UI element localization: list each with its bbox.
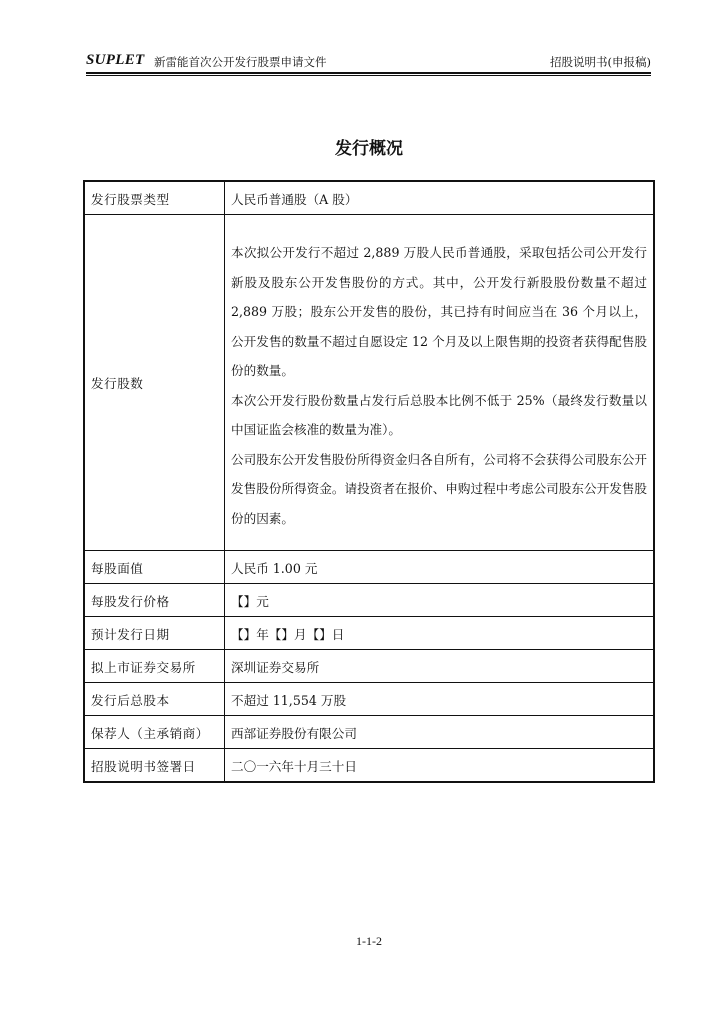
- row-label: 预计发行日期: [84, 617, 225, 650]
- paragraph: 本次公开发行股份数量占发行后总股本比例不低于 25%（最终发行数量以中国证监会核准的数量为准）。: [231, 392, 647, 437]
- offering-summary-table: [83, 180, 655, 783]
- row-label: 发行股数: [84, 215, 225, 551]
- table-row: [84, 181, 654, 215]
- row-value: 深圳证券交易所: [225, 650, 655, 683]
- row-label: 招股说明书签署日: [84, 749, 225, 783]
- row-label: 拟上市证券交易所: [84, 650, 225, 683]
- table-row: [84, 215, 654, 551]
- row-value: 人民币 1.00 元: [225, 551, 655, 584]
- document-type: 招股说明书(申报稿): [550, 55, 651, 69]
- table-row: [84, 551, 654, 584]
- table-row: [84, 716, 654, 749]
- table-row: [84, 584, 654, 617]
- header-rule-thin: [86, 75, 651, 76]
- row-value: 二〇一六年十月三十日: [225, 749, 655, 783]
- paragraph: 本次拟公开发行不超过 2,889 万股人民币普通股，采取包括公司公开发行新股及股东公开发售股份的方式。其中，公开发行新股股份数量不超过 2,889 万股；股东公开发售的股份，其已持有时间应当在 36 个月以上，公开发售的数量不超过自愿设定 12 个月及以上限售期的投资者获得配售股份的数量。: [231, 245, 647, 378]
- page-number: 1-1-2: [356, 934, 382, 948]
- row-value: 【】元: [225, 584, 655, 617]
- row-value: 西部证券股份有限公司: [225, 716, 655, 749]
- table-row: [84, 650, 654, 683]
- row-label: 每股发行价格: [84, 584, 225, 617]
- table-row: [84, 749, 654, 783]
- document-name: 新雷能首次公开发行股票申请文件: [154, 55, 327, 69]
- company-logo: SUPLET: [86, 52, 145, 68]
- table-row: [84, 617, 654, 650]
- row-label: 发行股票类型: [84, 181, 225, 215]
- table-row: [84, 683, 654, 716]
- row-label: 每股面值: [84, 551, 225, 584]
- row-value: [225, 215, 655, 551]
- row-value: 人民币普通股（A 股）: [225, 181, 655, 215]
- header-rule: [86, 72, 651, 74]
- row-value: 【】年【】月【】日: [225, 617, 655, 650]
- page-header: [86, 52, 651, 72]
- row-label: 发行后总股本: [84, 683, 225, 716]
- row-label: 保荐人（主承销商）: [84, 716, 225, 749]
- paragraph: 公司股东公开发售股份所得资金归各自所有，公司将不会获得公司股东公开发售股份所得资金。请投资者在报价、申购过程中考虑公司股东公开发售股份的因素。: [231, 451, 647, 526]
- row-value: 不超过 11,554 万股: [225, 683, 655, 716]
- page-title: 发行概况: [335, 139, 403, 159]
